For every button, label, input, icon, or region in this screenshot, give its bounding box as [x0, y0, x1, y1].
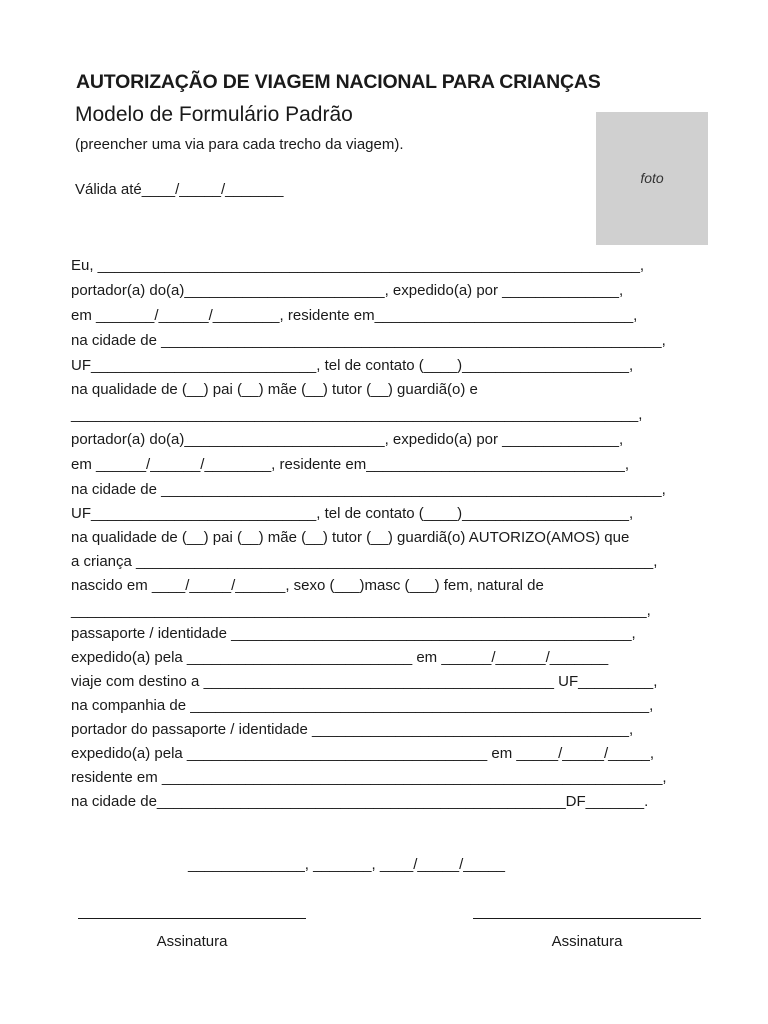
- form-line: Eu, _________________________________________________________________,: [71, 257, 645, 274]
- place-date-line: ______________, _______, ____/_____/_____: [188, 856, 505, 873]
- form-line: na cidade de ____________________________________________________________,: [71, 481, 666, 498]
- signature-label-right: Assinatura: [551, 933, 623, 950]
- form-subtitle: Modelo de Formulário Padrão: [75, 103, 353, 126]
- signature-line-right: [473, 918, 701, 919]
- form-line: a criança ______________________________________________________________,: [71, 553, 658, 570]
- form-line: ____________________________________________________________________,: [71, 406, 643, 423]
- signature-label-left: Assinatura: [156, 933, 228, 950]
- form-line: viaje com destino a __________________________________________ UF_________,: [71, 673, 658, 690]
- form-line: em _______/______/________, residente em_______________________________,: [71, 307, 638, 324]
- form-line: na qualidade de (__) pai (__) mãe (__) tutor (__) guardiã(o) e: [71, 381, 478, 398]
- form-line: UF___________________________, tel de contato (____)____________________,: [71, 505, 634, 522]
- form-line: na qualidade de (__) pai (__) mãe (__) tutor (__) guardiã(o) AUTORIZO(AMOS) que: [71, 529, 630, 546]
- form-line: em ______/______/________, residente em_______________________________,: [71, 456, 630, 473]
- form-line: portador(a) do(a)________________________, expedido(a) por ______________,: [71, 282, 624, 299]
- form-line: portador do passaporte / identidade ______________________________________,: [71, 721, 634, 738]
- signature-line-left: [78, 918, 306, 919]
- form-line: nascido em ____/_____/______, sexo (___)masc (___) fem, natural de: [71, 577, 544, 594]
- form-title: AUTORIZAÇÃO DE VIAGEM NACIONAL PARA CRIANÇAS: [76, 71, 601, 93]
- form-line: UF___________________________, tel de contato (____)____________________,: [71, 357, 634, 374]
- photo-label: foto: [640, 170, 664, 186]
- photo-placeholder: [596, 112, 708, 245]
- form-line: na cidade de ____________________________________________________________,: [71, 332, 666, 349]
- form-instruction-note: (preencher uma via para cada trecho da viagem).: [75, 136, 404, 153]
- form-line: expedido(a) pela ____________________________________ em _____/_____/_____,: [71, 745, 655, 762]
- form-line: expedido(a) pela ___________________________ em ______/______/_______: [71, 649, 609, 666]
- form-line: portador(a) do(a)________________________, expedido(a) por ______________,: [71, 431, 624, 448]
- form-line: na companhia de _______________________________________________________,: [71, 697, 654, 714]
- form-line: passaporte / identidade ________________________________________________,: [71, 625, 636, 642]
- form-line: residente em ____________________________________________________________,: [71, 769, 667, 786]
- validity-date-field: Válida até____/_____/_______: [75, 181, 284, 198]
- form-line: _____________________________________________________________________,: [71, 602, 651, 619]
- form-line: na cidade de_________________________________________________DF_______.: [71, 793, 649, 810]
